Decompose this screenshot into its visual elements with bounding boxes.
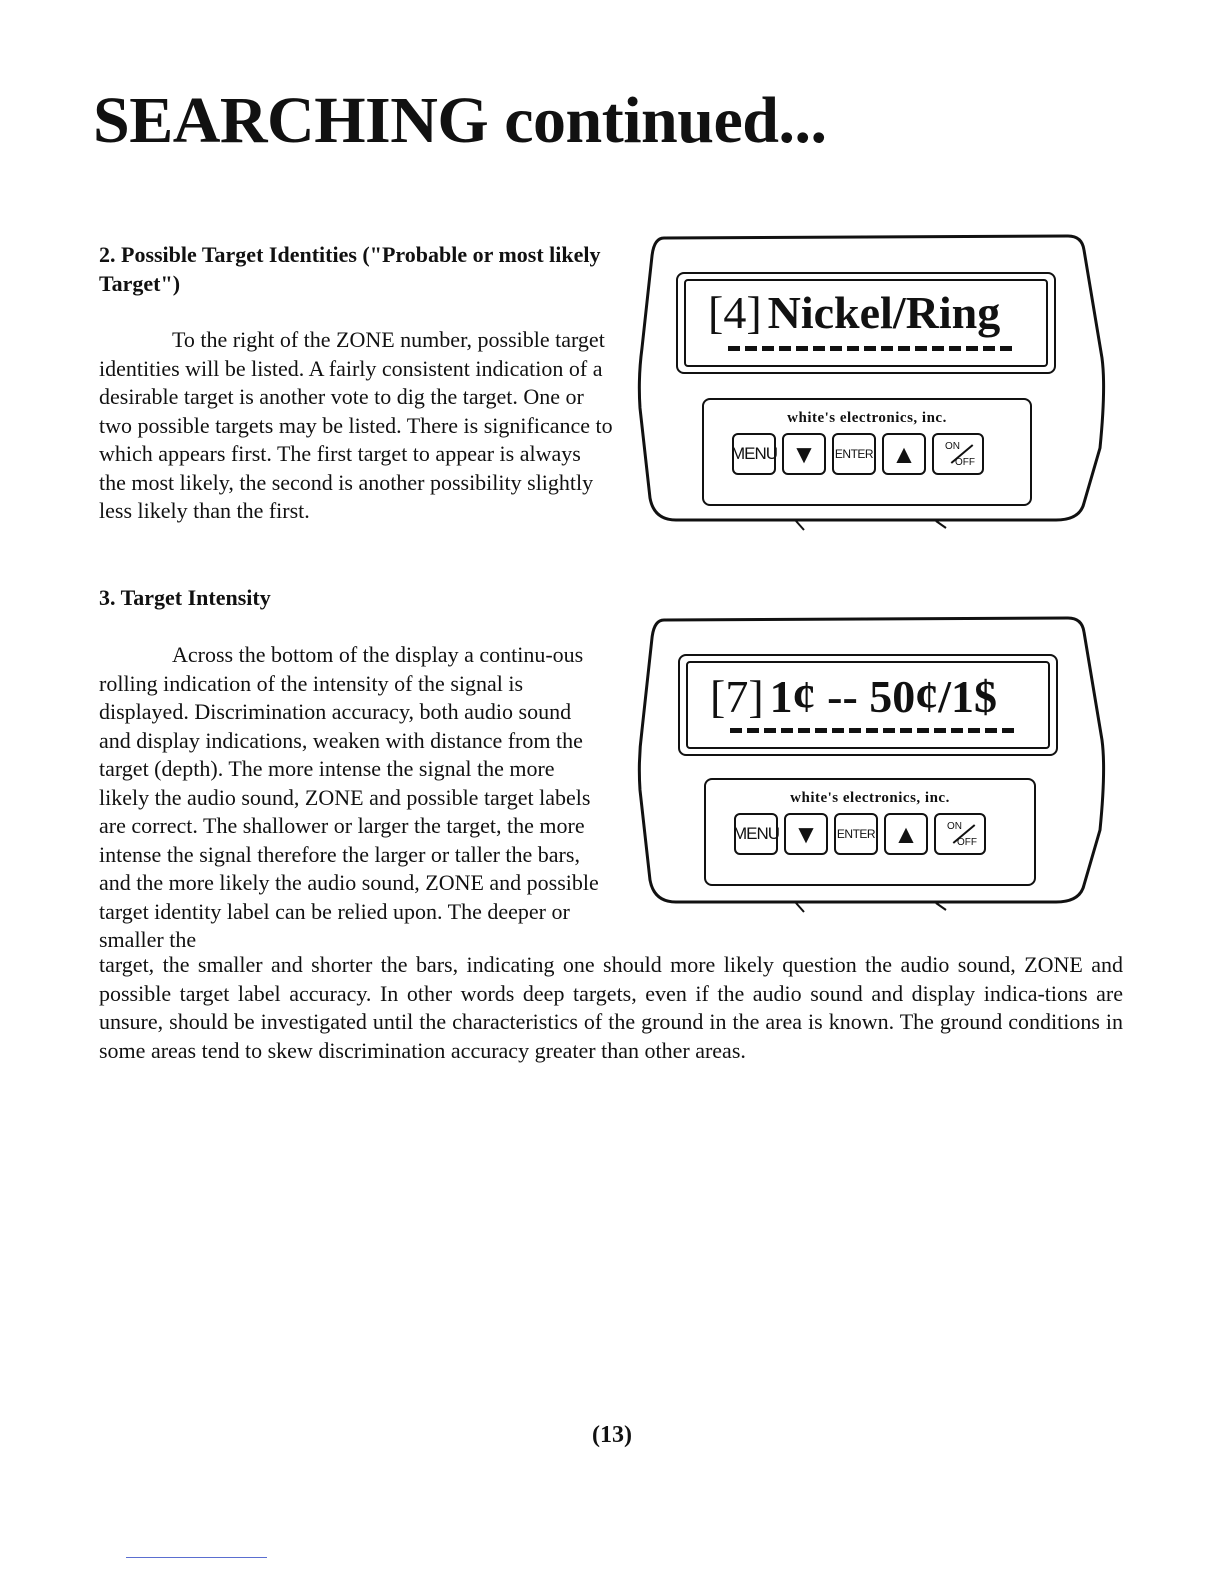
- down-arrow-button[interactable]: ▼: [784, 813, 828, 855]
- up-arrow-button[interactable]: ▲: [884, 813, 928, 855]
- detector-display-panel: [636, 610, 1106, 915]
- enter-button[interactable]: ENTER: [834, 813, 878, 855]
- section-heading-target-intensity: 3. Target Intensity: [99, 585, 271, 610]
- down-arrow-button[interactable]: ▼: [782, 433, 826, 475]
- power-off-label: OFF: [955, 457, 975, 468]
- section-body-target-intensity-part2: target, the smaller and shorter the bars, indicating one should more likely question the audio sound, ZONE and possible target label accuracy. In other words deep targets, even if the audio sound and display indica-tions are unsure, should be investigated until the characteristics of the ground in the area is known. The ground conditions in some areas tend to skew discrimination accuracy greater than other areas.: [99, 952, 1123, 1063]
- menu-button[interactable]: MENU: [732, 433, 776, 475]
- lcd-readout: [708, 287, 1001, 338]
- page-title: SEARCHING continued...: [93, 84, 827, 157]
- intensity-bars: [728, 346, 1012, 351]
- zone-number: [4]: [708, 287, 762, 338]
- control-keypad: [704, 778, 1036, 886]
- power-button[interactable]: [934, 813, 986, 855]
- up-arrow-button[interactable]: ▲: [882, 433, 926, 475]
- power-on-label: ON: [945, 441, 960, 452]
- control-keypad: [702, 398, 1032, 506]
- brand-label: white's electronics, inc.: [787, 410, 947, 426]
- target-identity-label: Nickel/Ring: [767, 287, 1001, 338]
- detector-display-panel: [636, 228, 1106, 533]
- lcd-screen: [676, 272, 1056, 374]
- lcd-readout: [710, 671, 998, 722]
- section-body-target-intensity-part1: Across the bottom of the display a continu-ous rolling indication of the intensity of the signal is displayed. Discrimination accuracy, both audio sound and display indications, weaken with distance from the target (depth). The more intense the signal the more likely the audio sound, ZONE and possible target labels are correct. The shallower or larger the target, the more intense the signal therefore the larger or taller the bars, and the more likely the audio sound, ZONE and possible target identity label can be relied upon. The deeper or smaller the: [99, 642, 599, 952]
- power-on-label: ON: [947, 821, 962, 832]
- target-identity-label: 1¢ -- 50¢/1$: [769, 671, 998, 722]
- zone-number: [7]: [710, 671, 764, 722]
- brand-label: white's electronics, inc.: [790, 790, 950, 806]
- lcd-screen: [678, 654, 1058, 756]
- section-body-possible-target-identities: To the right of the ZONE number, possible target identities will be listed. A fairly consistent indication of a desirable target is another vote to dig the target. One or two possible targets may be listed. There is significance to which appears first. The first target to appear is always the most likely, the second is another possibility slightly less likely than the first.: [99, 327, 613, 523]
- section-heading-possible-target-identities: 2. Possible Target Identities ("Probable or most likely Target"): [99, 242, 601, 296]
- page-number: (13): [592, 1422, 632, 1448]
- footer-rule: [126, 1557, 267, 1558]
- power-off-label: OFF: [957, 837, 977, 848]
- intensity-bars: [730, 728, 1014, 733]
- power-button[interactable]: [932, 433, 984, 475]
- enter-button[interactable]: ENTER: [832, 433, 876, 475]
- menu-button[interactable]: MENU: [734, 813, 778, 855]
